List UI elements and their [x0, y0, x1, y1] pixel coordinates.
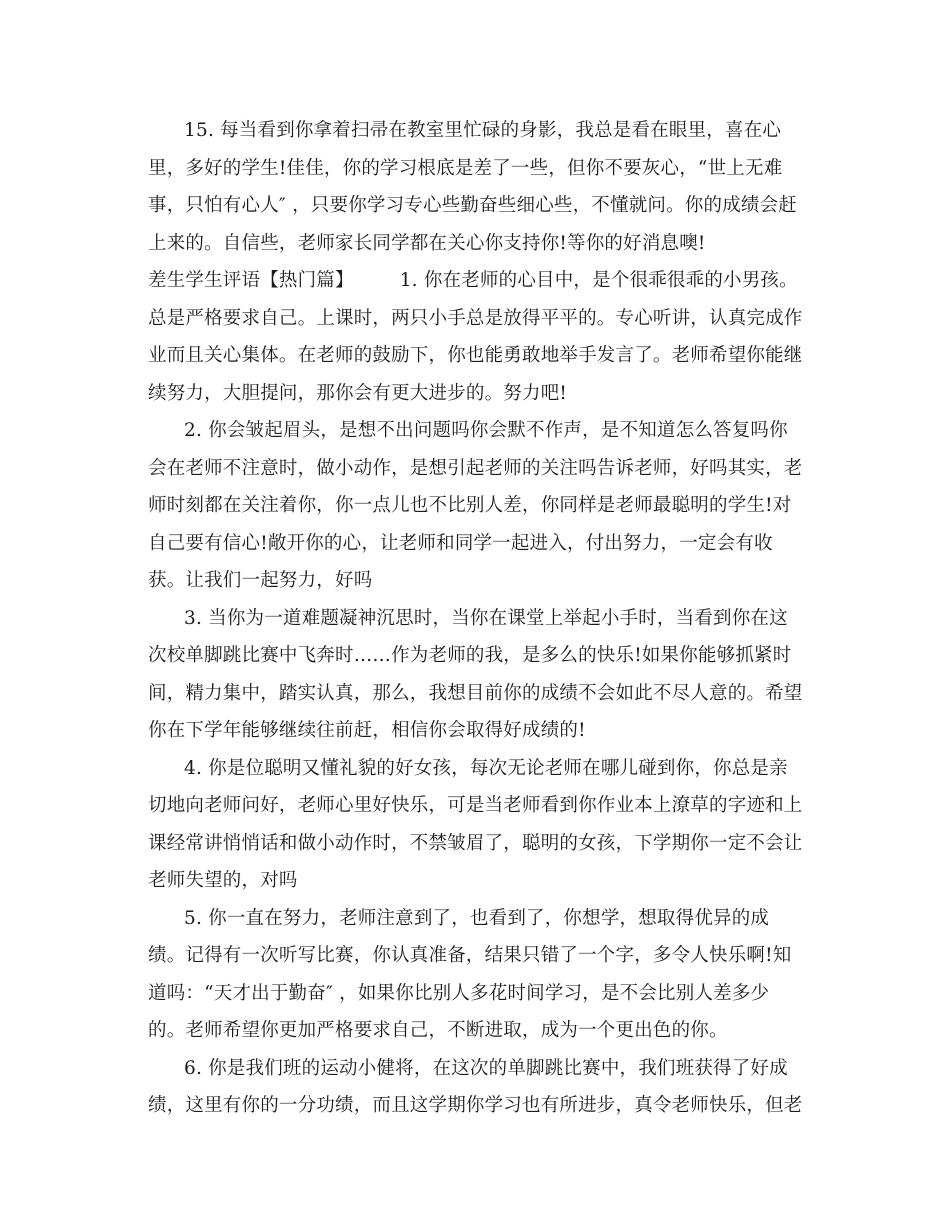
text-line: 切地向老师问好，老师心里好快乐，可是当老师看到你作业本上潦草的字迹和上 — [148, 795, 803, 816]
text-line: 总是严格要求自己。上课时，两只小手总是放得平平的。专心听讲，认真完成作 — [148, 308, 803, 329]
section-heading-line — [148, 268, 798, 294]
text-line: 续努力，大胆提问，那你会有更大进步的。努力吧! — [148, 383, 568, 404]
text-line: 你在下学年能够继续往前赶，相信你会取得好成绩的! — [148, 720, 586, 741]
text-line: 5. 你一直在努力，老师注意到了，也看到了，你想学，想取得优异的成 — [184, 908, 770, 929]
text-line: 15. 每当看到你拿着扫帚在教室里忙碌的身影，我总是看在眼里，喜在心 — [184, 120, 782, 141]
text-line: 6. 你是我们班的运动小健将，在这次的单脚跳比赛中，我们班获得了好成 — [184, 1058, 788, 1079]
text-line: 课经常讲悄悄话和做小动作时，不禁皱眉了，聪明的女孩，下学期你一定不会让 — [148, 833, 803, 854]
text-line: 会在老师不注意时，做小动作，是想引起老师的关注吗告诉老师，好吗其实，老 — [148, 458, 803, 479]
text-line: 业而且关心集体。在老师的鼓励下，你也能勇敢地举手发言了。老师希望你能继 — [148, 345, 803, 366]
section-heading: 差生学生评语【热门篇】 — [148, 270, 354, 291]
text-line: 老师失望的，对吗 — [148, 870, 298, 891]
text-line: 师时刻都在关注着你，你一点儿也不比别人差，你同样是老师最聪明的学生!对 — [148, 495, 792, 516]
text-line: 4. 你是位聪明又懂礼貌的好女孩，每次无论老师在哪儿碰到你，你总是亲 — [184, 758, 788, 779]
text-line: 绩。记得有一次听写比赛，你认真准备，结果只错了一个字，多令人快乐啊!知 — [148, 945, 792, 966]
text-line: 绩，这里有你的一分功绩，而且这学期你学习也有所进步，真令老师快乐，但老 — [148, 1095, 803, 1116]
text-line: 里，多好的学生!佳佳，你的学习根底是差了一些，但你不要灰心，“世上无难 — [148, 158, 783, 179]
text-line: 自己要有信心!敞开你的心，让老师和同学一起进入，付出努力，一定会有收 — [148, 533, 773, 554]
text-line: 获。让我们一起努力，好吗 — [148, 570, 373, 591]
text-line: 2. 你会皱起眉头，是想不出问题吗你会默不作声，是不知道怎么答复吗你 — [184, 420, 788, 441]
text-line: 次校单脚跳比赛中飞奔时……作为老师的我，是多么的快乐!如果你能够抓紧时 — [148, 645, 792, 666]
text-segment: 1. 你在老师的心目中，是个很乖很乖的小男孩。 — [399, 270, 798, 291]
text-line: 间，精力集中，踏实认真，那么，我想目前你的成绩不会如此不尽人意的。希望 — [148, 683, 803, 704]
text-line: 3. 当你为一道难题凝神沉思时，当你在课堂上举起小手时，当看到你在这 — [184, 608, 788, 629]
text-line: 上来的。自信些，老师家长同学都在关心你支持你!等你的好消息噢! — [148, 233, 706, 254]
text-line: 的。老师希望你更加严格要求自己，不断进取，成为一个更出色的你。 — [148, 1020, 728, 1041]
text-line: 道吗：“天才出于勤奋″ ，如果你比别人多花时间学习，是不会比别人差多少 — [148, 983, 770, 1004]
text-line: 事，只怕有心人″ ，只要你学习专心些勤奋些细心些，不懂就问。你的成绩会赶 — [148, 195, 797, 216]
